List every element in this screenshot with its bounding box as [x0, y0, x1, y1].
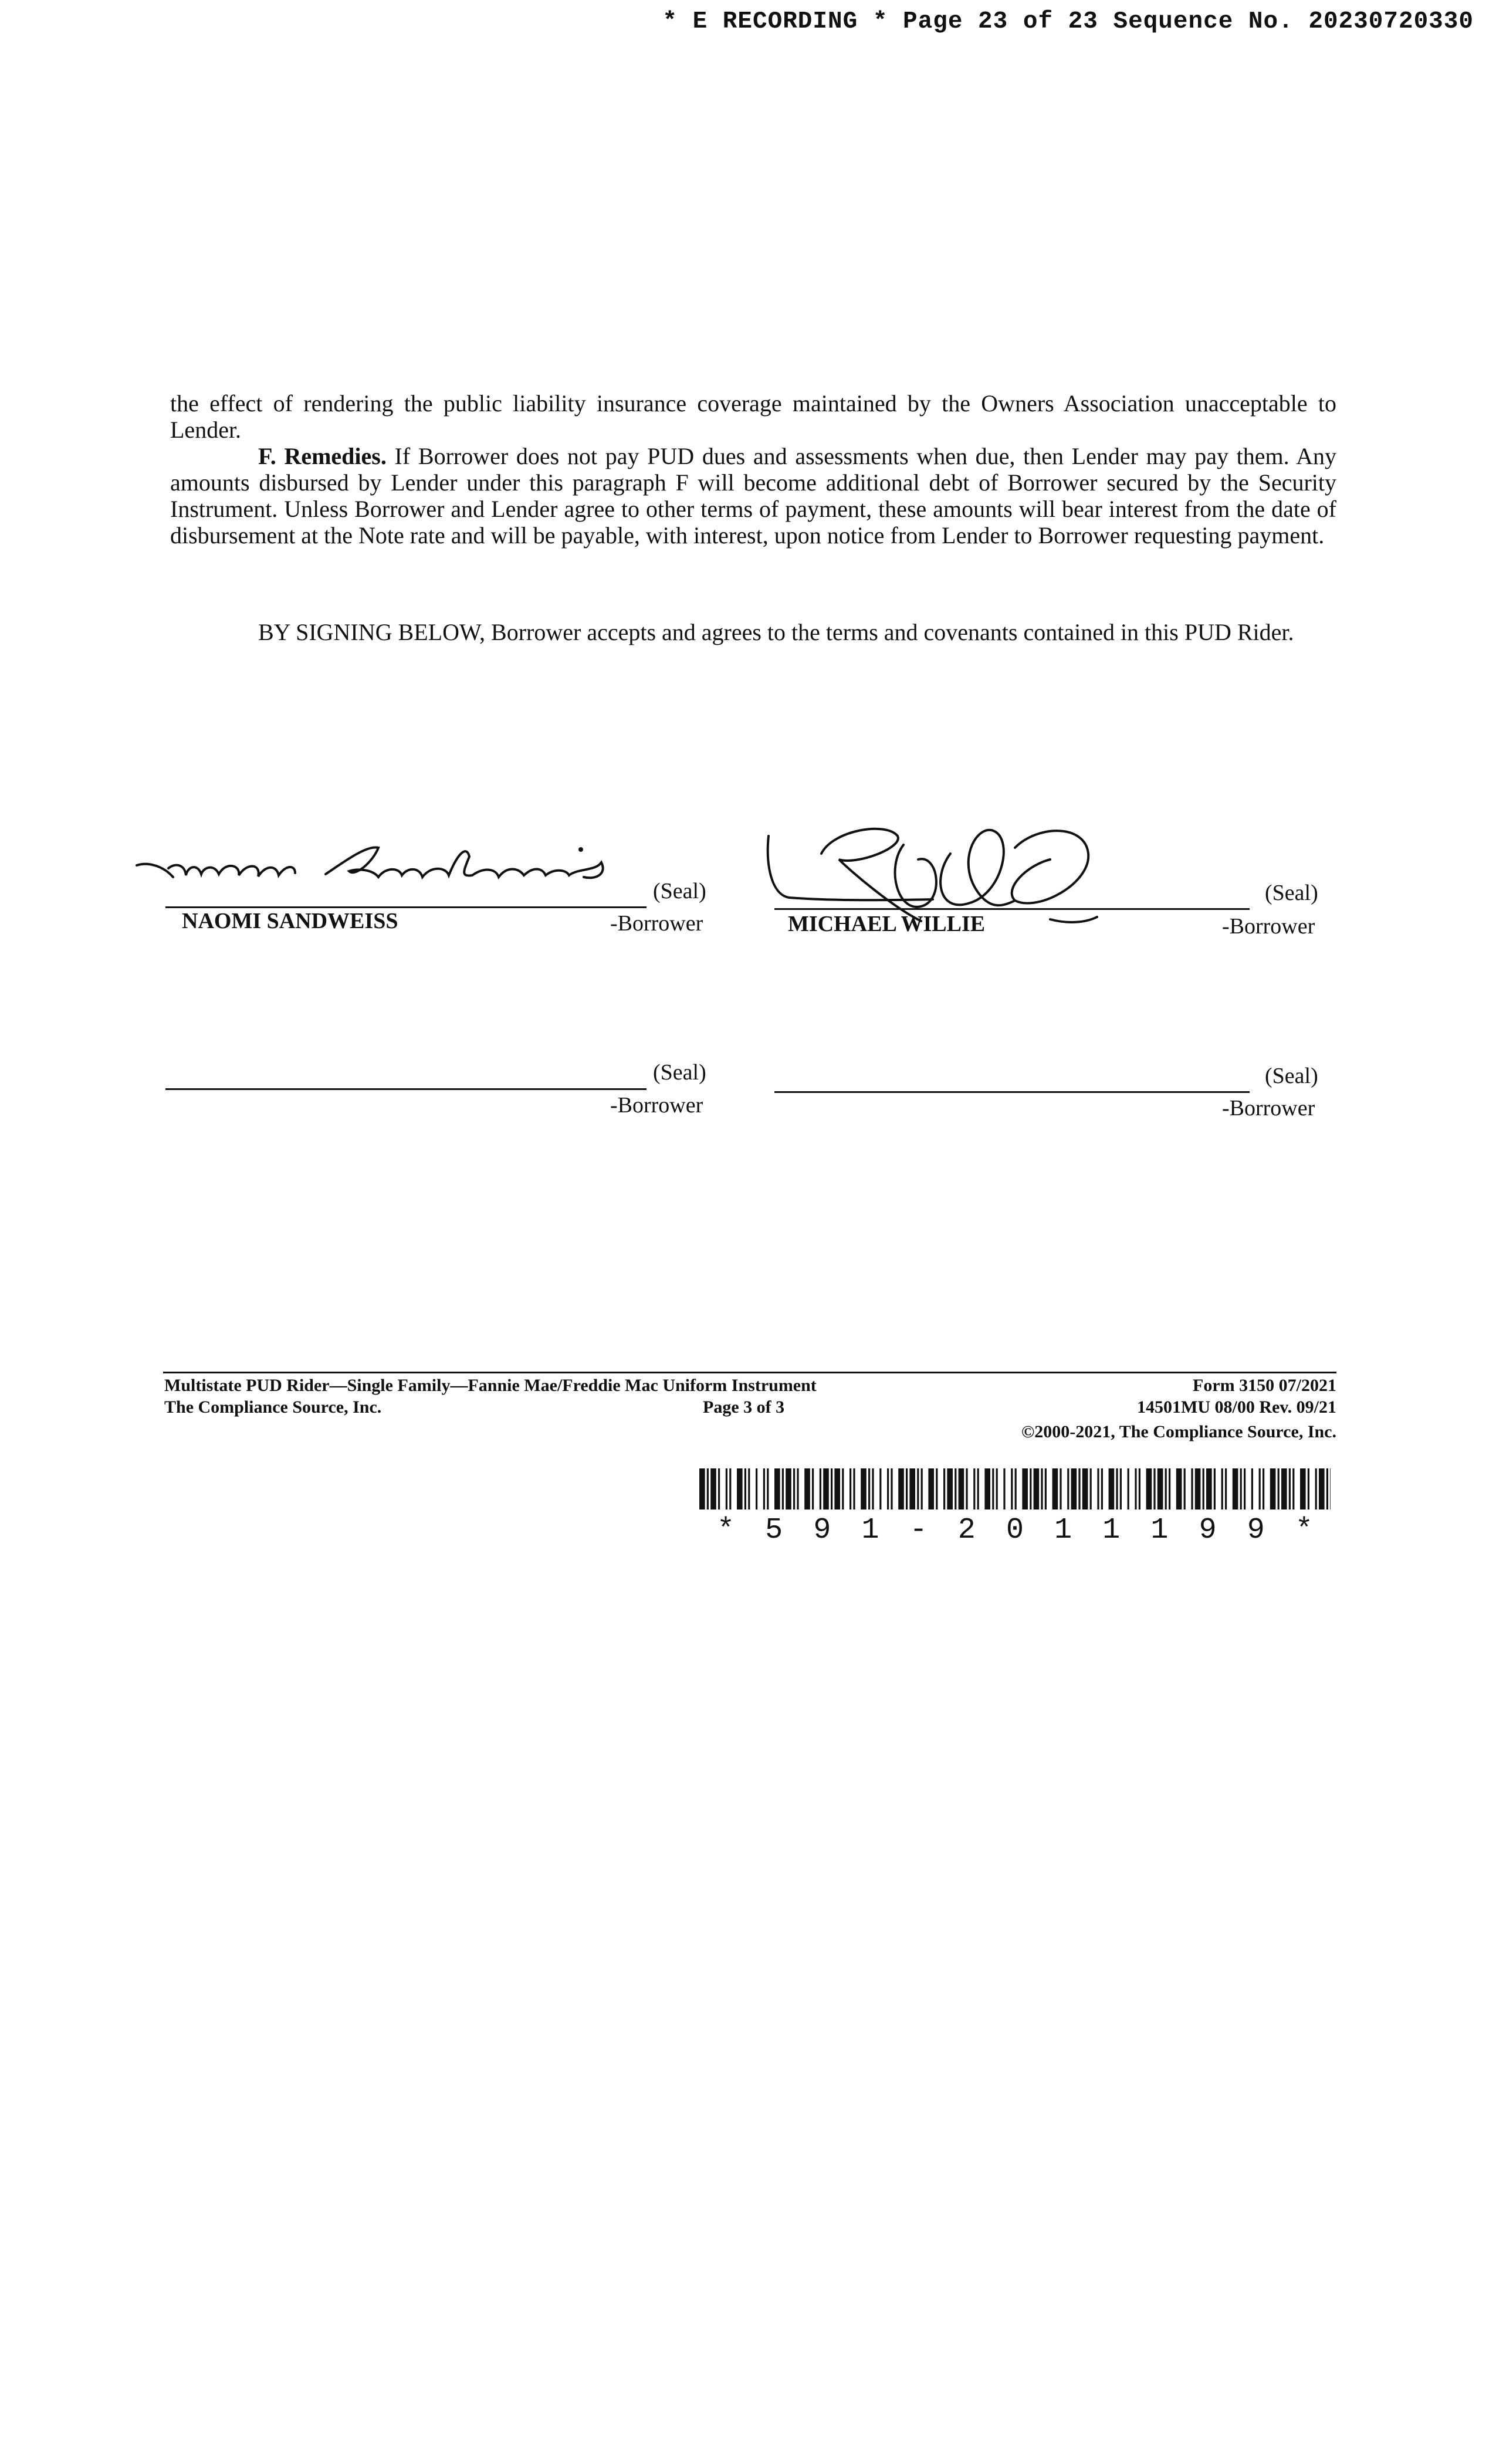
- barcode-char: 1: [861, 1514, 879, 1547]
- borrower-4-role: -Borrower: [1222, 1096, 1315, 1121]
- remedies-text: If Borrower does not pay PUD dues and assessments when due, then Lender may pay them. Any amounts disbursed by Lender under this paragraph F will become additional debt of Borrower secured by the Security Instrument. Unless Borrower and Lender agree to other terms of payment, these amounts will bear interest from the date of disbursement at the Note rate and will be payable, with interest, upon notice from Lender to Borrower requesting payment.: [170, 443, 1337, 549]
- borrower-4-signature-line: [774, 1091, 1250, 1093]
- barcode-char: 2: [957, 1514, 976, 1547]
- barcode-char: 0: [1006, 1514, 1024, 1547]
- borrower-1-name: NAOMI SANDWEISS: [182, 909, 398, 933]
- borrower-1-signature: [132, 821, 660, 909]
- borrower-4-seal: (Seal): [1265, 1064, 1318, 1088]
- recording-header: * E RECORDING * Page 23 of 23 Sequence No. 20230720330: [662, 8, 1474, 35]
- paragraph-signing: BY SIGNING BELOW, Borrower accepts and agrees to the terms and covenants contained in this PUD Rider.: [258, 619, 1294, 645]
- borrower-1-role: -Borrower: [610, 911, 703, 936]
- barcode-char: -: [909, 1514, 928, 1547]
- barcode-char: 5: [765, 1514, 783, 1547]
- barcode-char: 9: [1247, 1514, 1265, 1547]
- remedies-heading: F. Remedies.: [258, 443, 387, 469]
- borrower-2-name: MICHAEL WILLIE: [788, 912, 986, 936]
- barcode-char: 1: [1102, 1514, 1121, 1547]
- borrower-3-seal: (Seal): [653, 1060, 706, 1085]
- footer-rule: [163, 1372, 1336, 1373]
- barcode-caption: [699, 1514, 1331, 1547]
- barcode-char: 9: [1199, 1514, 1217, 1547]
- borrower-2-signature-line: [774, 908, 1250, 910]
- barcode: [699, 1468, 1331, 1520]
- barcode-char: *: [1295, 1514, 1313, 1547]
- paragraph-continuation: the effect of rendering the public liability insurance coverage maintained by the Owners Association unacceptable to Lender.: [170, 390, 1336, 443]
- borrower-3-signature-line: [165, 1088, 647, 1090]
- footer-page-number: Page 3 of 3: [703, 1397, 785, 1417]
- borrower-3-role: -Borrower: [610, 1093, 703, 1118]
- borrower-2-role: -Borrower: [1222, 914, 1315, 939]
- borrower-1-seal: (Seal): [653, 879, 706, 903]
- paragraph-remedies: [170, 443, 1336, 549]
- footer-copyright: ©2000-2021, The Compliance Source, Inc.: [1021, 1422, 1336, 1441]
- footer-form-title: Multistate PUD Rider—Single Family—Fannie Mae/Freddie Mac Uniform Instrument: [164, 1376, 817, 1395]
- footer-form-number: Form 3150 07/2021: [1193, 1376, 1336, 1395]
- footer-revision: 14501MU 08/00 Rev. 09/21: [1137, 1397, 1336, 1417]
- footer-publisher: The Compliance Source, Inc.: [164, 1397, 382, 1417]
- barcode-char: 9: [813, 1514, 831, 1547]
- barcode-char: 1: [1054, 1514, 1072, 1547]
- barcode-char: 1: [1150, 1514, 1169, 1547]
- barcode-char: *: [717, 1514, 735, 1547]
- borrower-2-seal: (Seal): [1265, 881, 1318, 905]
